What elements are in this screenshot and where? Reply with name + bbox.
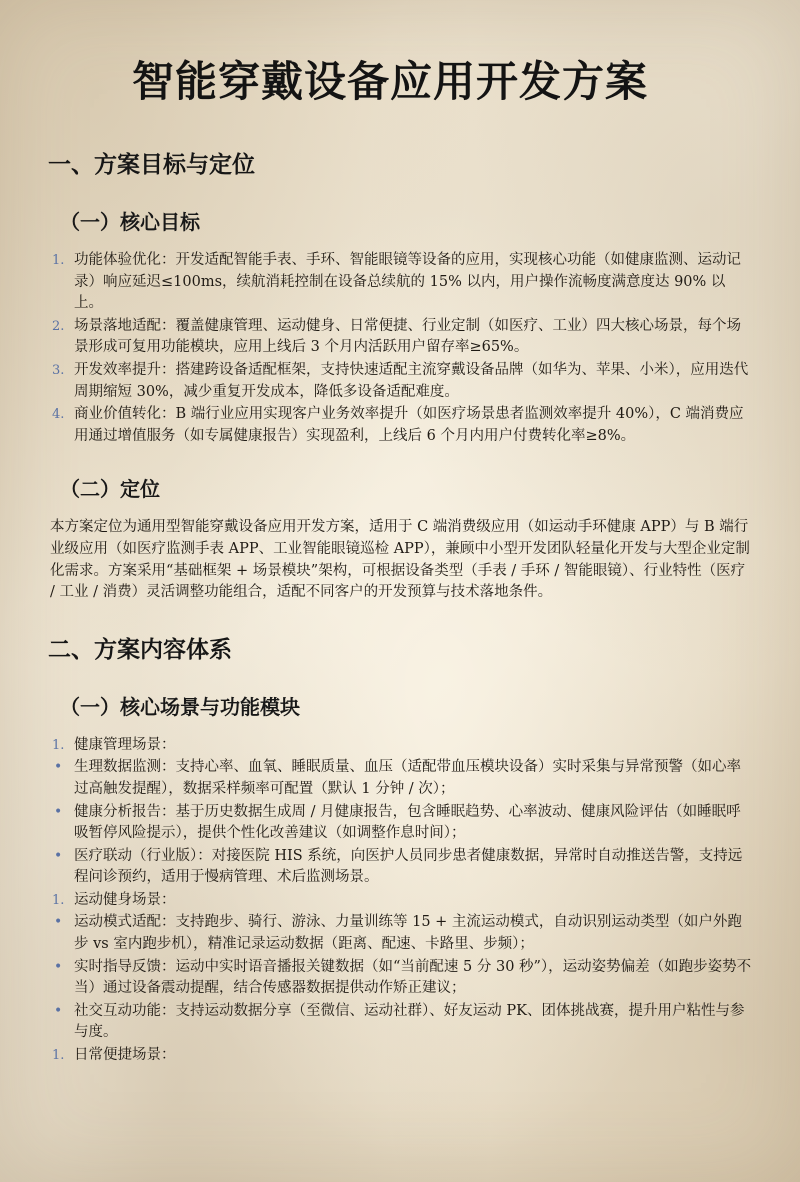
scene-bullet-text: 医疗联动（行业版）：对接医院 HIS 系统，向医护人员同步患者健康数据，异常时自动推送告警，支持远程问诊预约，适用于慢病管理、术后监测场景。: [74, 847, 743, 886]
scene-bullet: [52, 912, 752, 955]
subsection-heading-positioning: （二）定位: [60, 477, 160, 502]
scene-bullet-text: 健康分析报告：基于历史数据生成周 / 月健康报告，包含睡眠趋势、心率波动、健康风险评估（如睡眠呼吸暂停风险提示），提供个性化改善建议（如调整作息时间）；: [74, 803, 741, 842]
scene-bullet: [52, 802, 752, 845]
scene-bullet-text: 运动模式适配：支持跑步、骑行、游泳、力量训练等 15 + 主流运动模式，自动识别运动类型（如户外跑步 vs 室内跑步机），精准记录运动数据（距离、配速、卡路里、步频）；: [74, 914, 742, 953]
list-number: 1.: [52, 1048, 65, 1064]
list-number: 1.: [52, 737, 65, 753]
list-number: 1.: [52, 892, 65, 908]
spacer: [52, 620, 770, 635]
goal-item-4-text: 商业价值转化：B 端行业应用实现客户业务效率提升（如医疗场景患者监测效率提升 40%），C 端消费应用通过增值服务（如专属健康报告）实现盈利，上线后 6 个月内用户付费转化率≥8%。: [74, 406, 744, 444]
bullet-icon: •: [54, 803, 63, 820]
goal-item-1: [52, 250, 752, 315]
bullet-icon: •: [54, 958, 63, 975]
scene-bullet-text: 社交互动功能：支持运动数据分享（至微信、运动社群）、好友运动 PK、团体挑战赛，提升用户粘性与参与度。: [74, 1002, 745, 1041]
scene-title-daily: 日常便捷场景：: [74, 1047, 176, 1064]
section-heading-content-system: 二、方案内容体系: [48, 636, 232, 663]
subsection-heading-core-scenes: （一）核心场景与功能模块: [60, 694, 300, 719]
scene-title-fitness: 运动健身场景：: [74, 891, 176, 908]
scene-bullet-text: 生理数据监测：支持心率、血氧、睡眠质量、血压（适配带血压模块设备）实时采集与异常预警（如心率过高触发提醒），数据采样频率可配置（默认 1 分钟 / 次）；: [74, 759, 741, 797]
scene-title-health: 健康管理场景：: [74, 736, 176, 753]
bullet-icon: •: [54, 847, 63, 864]
goal-item-1-text: 功能体验优化：开发适配智能手表、手环、智能眼镜等设备的应用，实现核心功能（如健康监测、运动记录）响应延迟≤100ms，续航消耗控制在设备总续航的 15% 以内，用户操作流畅度满意度达 90% 以上。: [74, 252, 741, 312]
core-goals-list: [52, 250, 752, 447]
goal-item-3: [52, 360, 752, 403]
scene-bullet: [52, 757, 752, 800]
goal-item-2: [52, 316, 752, 359]
list-number: 2.: [52, 318, 65, 334]
scene-bullet: [52, 846, 752, 889]
subsection-heading-core-goals: （一）核心目标: [60, 210, 200, 234]
scene-bullet: [52, 957, 752, 1000]
goal-item-3-text: 开发效率提升：搭建跨设备适配框架，支持快速适配主流穿戴设备品牌（如华为、苹果、小米），应用迭代周期缩短 30%，减少重复开发成本，降低多设备适配难度。: [74, 361, 749, 400]
list-number: 1.: [52, 253, 65, 268]
list-number: 3.: [52, 362, 65, 378]
positioning-paragraph: 本方案定位为通用型智能穿戴设备应用开发方案，适用于 C 端消费级应用（如运动手环健康 APP）与 B 端行业级应用（如医疗监测手表 APP、工业智能眼镜巡检 APP），兼顾中小型开发团队轻量化开发与大型企业定制化需求。方案采用“基础框架 + 场景模块”架构，可根据设备类型（手表 / 手环 / 智能眼镜）、行业特性（医疗 / 工业 / 消费）灵活调整功能组合，适配不同客户的开发预算与技术落地条件。: [50, 519, 750, 601]
goal-item-4: [52, 404, 752, 447]
scene-item-health: [52, 735, 752, 757]
document-title: 智能穿戴设备应用开发方案: [131, 57, 648, 106]
scene-bullet-text: 实时指导反馈：运动中实时语音播报关键数据（如“当前配速 5 分 30 秒”），运动姿势偏差（如跑步姿势不当）通过设备震动提醒，结合传感器数据提供动作矫正建议；: [74, 958, 752, 997]
spacer: [52, 465, 770, 475]
scene-item-fitness: [52, 890, 752, 912]
scene-item-daily: [52, 1045, 752, 1067]
bullet-icon: •: [54, 1002, 63, 1019]
bullet-icon: •: [54, 914, 63, 931]
section-heading-goals-positioning: 一、方案目标与定位: [48, 152, 255, 178]
list-number: 4.: [52, 407, 65, 423]
bullet-icon: •: [54, 759, 63, 776]
scene-bullet: [52, 1001, 752, 1044]
goal-item-2-text: 场景落地适配：覆盖健康管理、运动健身、日常便捷、行业定制（如医疗、工业）四大核心场景，每个场景形成可复用功能模块，应用上线后 3 个月内活跃用户留存率≥65%。: [74, 317, 741, 356]
core-scenes-list: [52, 735, 752, 1067]
